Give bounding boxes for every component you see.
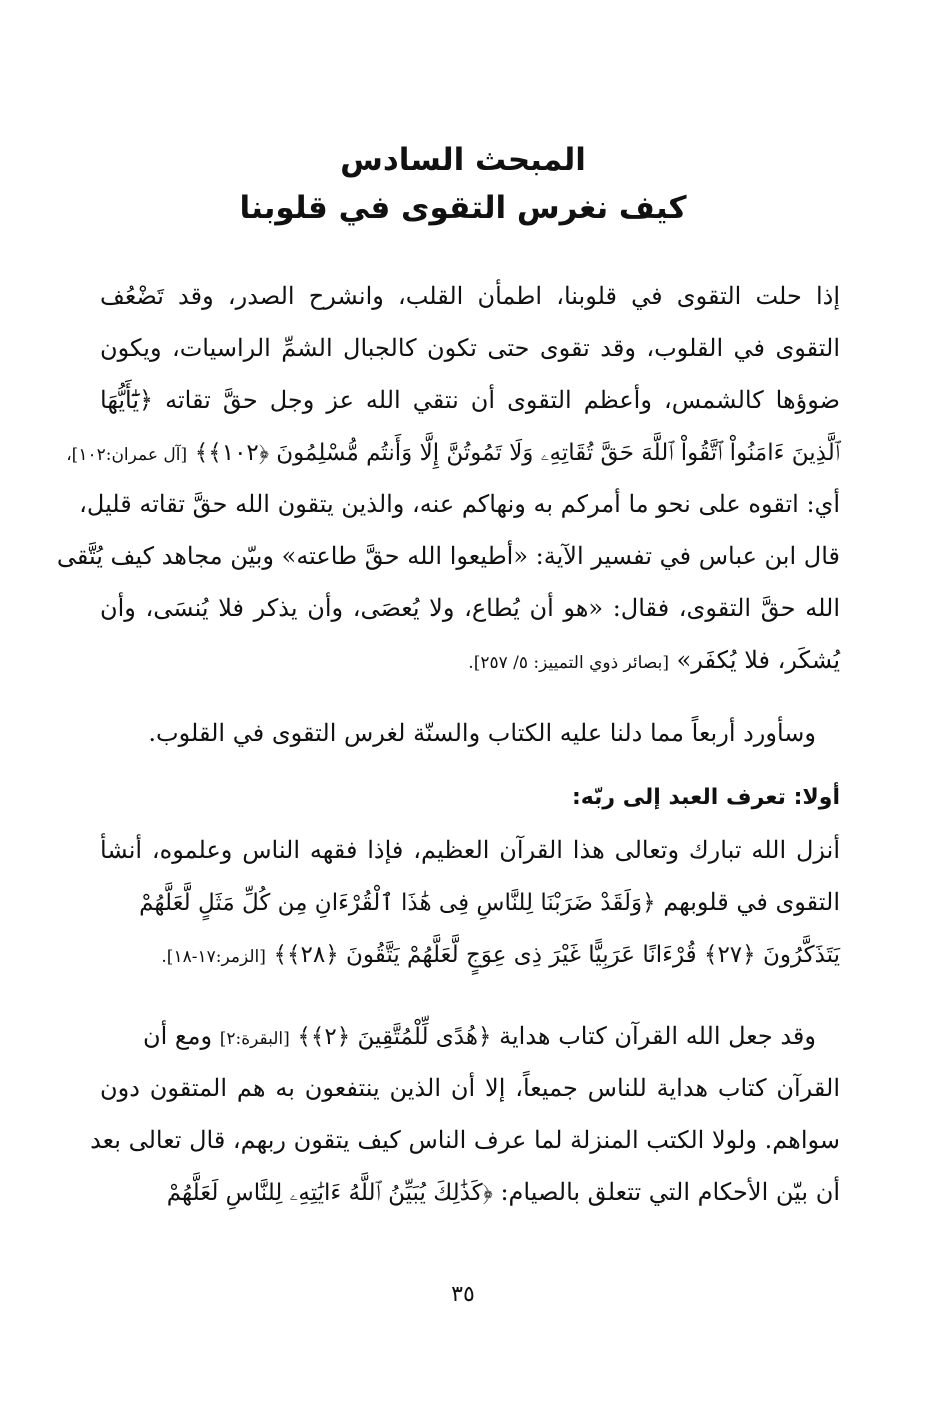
source-reference: [بصائر ذوي التمييز: ٥/ ٢٥٧]. <box>468 653 669 673</box>
paragraph-4 <box>90 1010 840 1218</box>
quran-verse: يَتَذَكَّرُونَ ﴿٢٧﴾ قُرْءَانًا عَرَبِيًّا غَيْرَ ذِى عِوَجٍ لَّعَلَّهُمْ يَتَّقُونَ ﴿٢٨﴾﴾ <box>273 942 840 968</box>
quran-verse: ﴿هُدًى لِّلْمُتَّقِينَ ﴿٢﴾﴾ <box>297 1024 492 1050</box>
chapter-subtitle: كيف نغرس التقوى في قلوبنا <box>239 190 687 226</box>
text-prefix: وقد جعل الله القرآن كتاب هداية <box>499 1022 816 1050</box>
text-line: التقوى في القلوب، وقد تقوى حتى تكون كالجبال الشمِّ الراسيات، ويكون <box>100 334 840 362</box>
text-line: إذا حلت التقوى في قلوبنا، اطمأن القلب، وانشرح الصدر، وقد تَضْعُف <box>100 282 840 310</box>
text-line: سواهم. ولولا الكتب المنزلة لما عرف الناس كيف يتقون ربهم، قال تعالى بعد <box>90 1126 840 1154</box>
quran-verse: ﴿وَلَقَدْ ضَرَبْنَا لِلنَّاسِ فِى هَٰذَا ٱلْقُرْءَانِ مِن كُلِّ مَثَلٍ لَّعَلَّهُمْ <box>139 890 656 916</box>
text-prefix: التقوى في قلوبهم <box>663 888 840 916</box>
text-line <box>100 634 840 686</box>
section-heading-block <box>100 772 840 824</box>
chapter-title: المبحث السادس <box>340 142 586 178</box>
text-line: القرآن كتاب هداية للناس جميعاً، إلا أن الذين ينتفعون به هم المتقون دون <box>100 1074 840 1102</box>
quran-verse-line <box>100 928 840 980</box>
text-line: ضوؤها كالشمس، وأعظم التقوى أن نتقي الله عز وجل حقَّ تقاته ﴿يَٰٓأَيُّهَا <box>100 386 840 414</box>
text-line: قال ابن عباس في تفسير الآية: «أطيعوا الله حقَّ طاعته» وبيّن مجاهد كيف يُتَّقى <box>56 542 840 570</box>
text-prefix: أن بيّن الأحكام التي تتعلق بالصيام: <box>500 1178 840 1206</box>
quran-verse-line <box>66 426 840 478</box>
verse-reference: [الزمر:١٧-١٨]. <box>161 947 266 967</box>
quran-verse-line <box>100 876 840 928</box>
quran-verse: ﴿كَذَٰلِكَ يُبَيِّنُ ٱللَّهُ ءَايَٰتِهِۦ لِلنَّاسِ لَعَلَّهُمْ <box>166 1180 493 1206</box>
section-heading: أولا: تعرف العبد إلى ربّه: <box>572 785 840 810</box>
quran-verse: ٱلَّذِينَ ءَامَنُواْ ٱتَّقُواْ ٱللَّهَ حَقَّ تُقَاتِهِۦ وَلَا تَمُوتُنَّ إِلَّا وَأَنتُم مُّسْلِمُونَ ﴿١٠٢﴾﴾ <box>194 440 840 466</box>
text-suffix: ومع أن <box>142 1022 213 1050</box>
page-number: ٣٥ <box>451 1282 475 1307</box>
verse-reference: [آل عمران:١٠٢]، <box>66 445 188 465</box>
verse-reference: [البقرة:٢] <box>219 1029 290 1049</box>
text-line: أنزل الله تبارك وتعالى هذا القرآن العظيم، فإذا فقهه الناس وعلموه، أنشأ <box>100 836 840 864</box>
quran-verse-line <box>100 1166 840 1218</box>
chapter-title-block <box>0 136 926 232</box>
text-line: الله حقَّ التقوى، فقال: «هو أن يُطاع، ولا يُعصَى، وأن يذكر فلا يُنسَى، وأن <box>100 594 840 622</box>
paragraph-1 <box>56 270 840 686</box>
text-line: وسأورد أربعاً مما دلنا عليه الكتاب والسنّة لغرس التقوى في القلوب. <box>148 719 816 747</box>
text-line: أي: اتقوه على نحو ما أمركم به ونهاكم عنه، والذين يتقون الله حقَّ تقاته قليل، <box>79 490 840 518</box>
paragraph-3 <box>100 824 840 980</box>
quran-verse-line <box>100 1010 840 1062</box>
quote-end: يُشكَر، فلا يُكفَر» <box>676 646 840 674</box>
paragraph-2 <box>100 707 840 759</box>
